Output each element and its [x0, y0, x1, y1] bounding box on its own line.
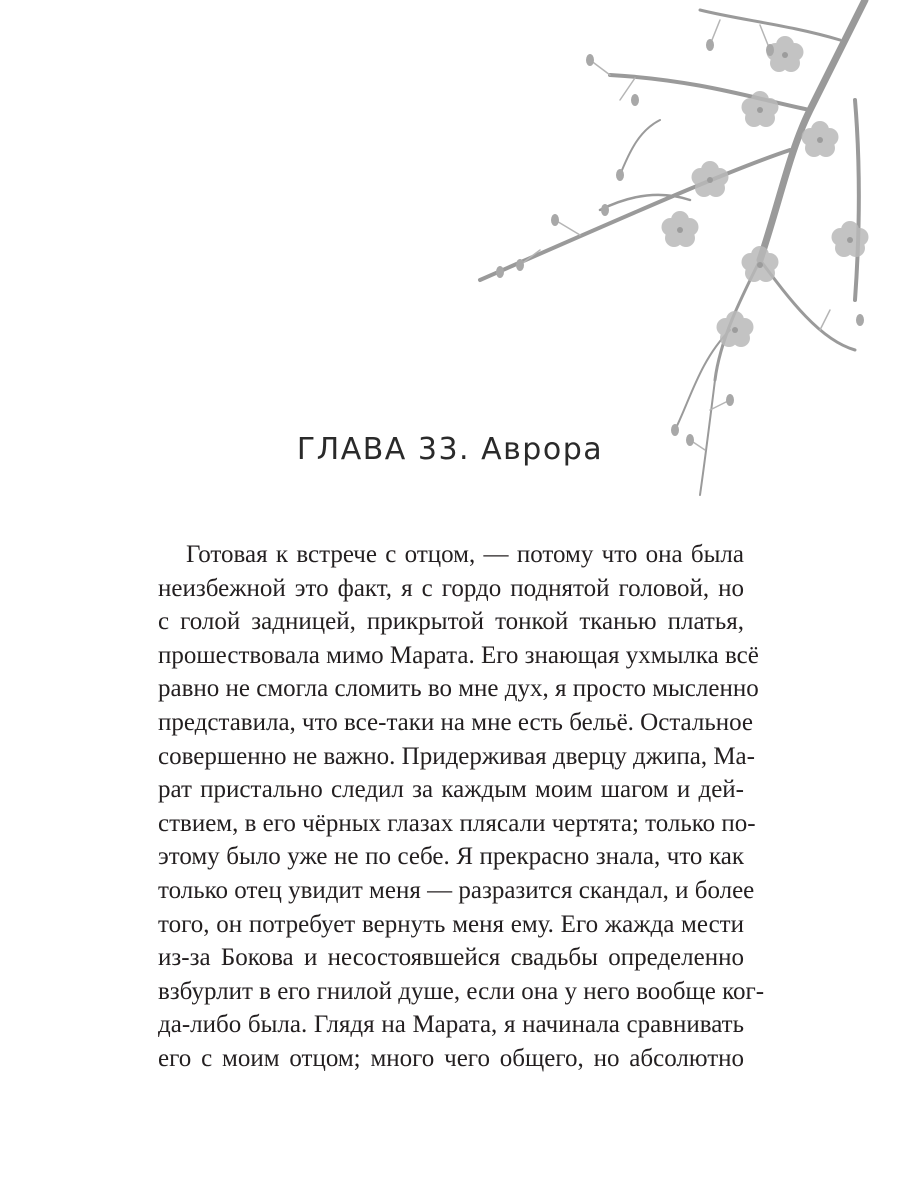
chapter-body-text: [158, 538, 765, 1076]
text-line: ствием, в его чёрных глазах плясали чертята; только по-: [158, 809, 756, 837]
text-line: его с моим отцом; много чего общего, но абсолютно: [158, 1044, 744, 1072]
text-line: да-либо была. Глядя на Марата, я начинала сравнивать: [158, 1011, 744, 1039]
text-line: с голой задницей, прикрытой тонкой тканью платья,: [158, 608, 744, 636]
text-line: того, он потребует вернуть меня ему. Его жажда мести: [158, 910, 744, 938]
text-line: рат пристально следил за каждым моим шагом и дей-: [158, 776, 744, 804]
text-line: из-за Бокова и несостоявшейся свадьбы определенно: [158, 944, 744, 972]
cherry-blossom-illustration: [460, 0, 870, 500]
text-line: прошествовала мимо Марата. Его знающая ухмылка всё: [158, 641, 759, 669]
text-line: только отец увидит меня — разразится скандал, и более: [158, 876, 755, 904]
text-line: совершенно не важно. Придерживая дверцу джипа, Ма-: [158, 742, 755, 770]
text-line: Готовая к встрече с отцом, — потому что она была: [186, 541, 744, 568]
text-line: взбурлит в его гнилой душе, если она у него вообще ког-: [158, 977, 765, 1005]
text-line: этому было уже не по себе. Я прекрасно знала, что как: [158, 843, 744, 871]
text-line: равно не смогла сломить во мне дух, я просто мысленно: [158, 675, 759, 703]
text-line: неизбежной это факт, я с гордо поднятой головой, но: [158, 574, 744, 602]
chapter-title: ГЛАВА 33. Аврора: [296, 432, 604, 467]
text-line: представила, что все-таки на мне есть бельё. Остальное: [158, 708, 754, 736]
